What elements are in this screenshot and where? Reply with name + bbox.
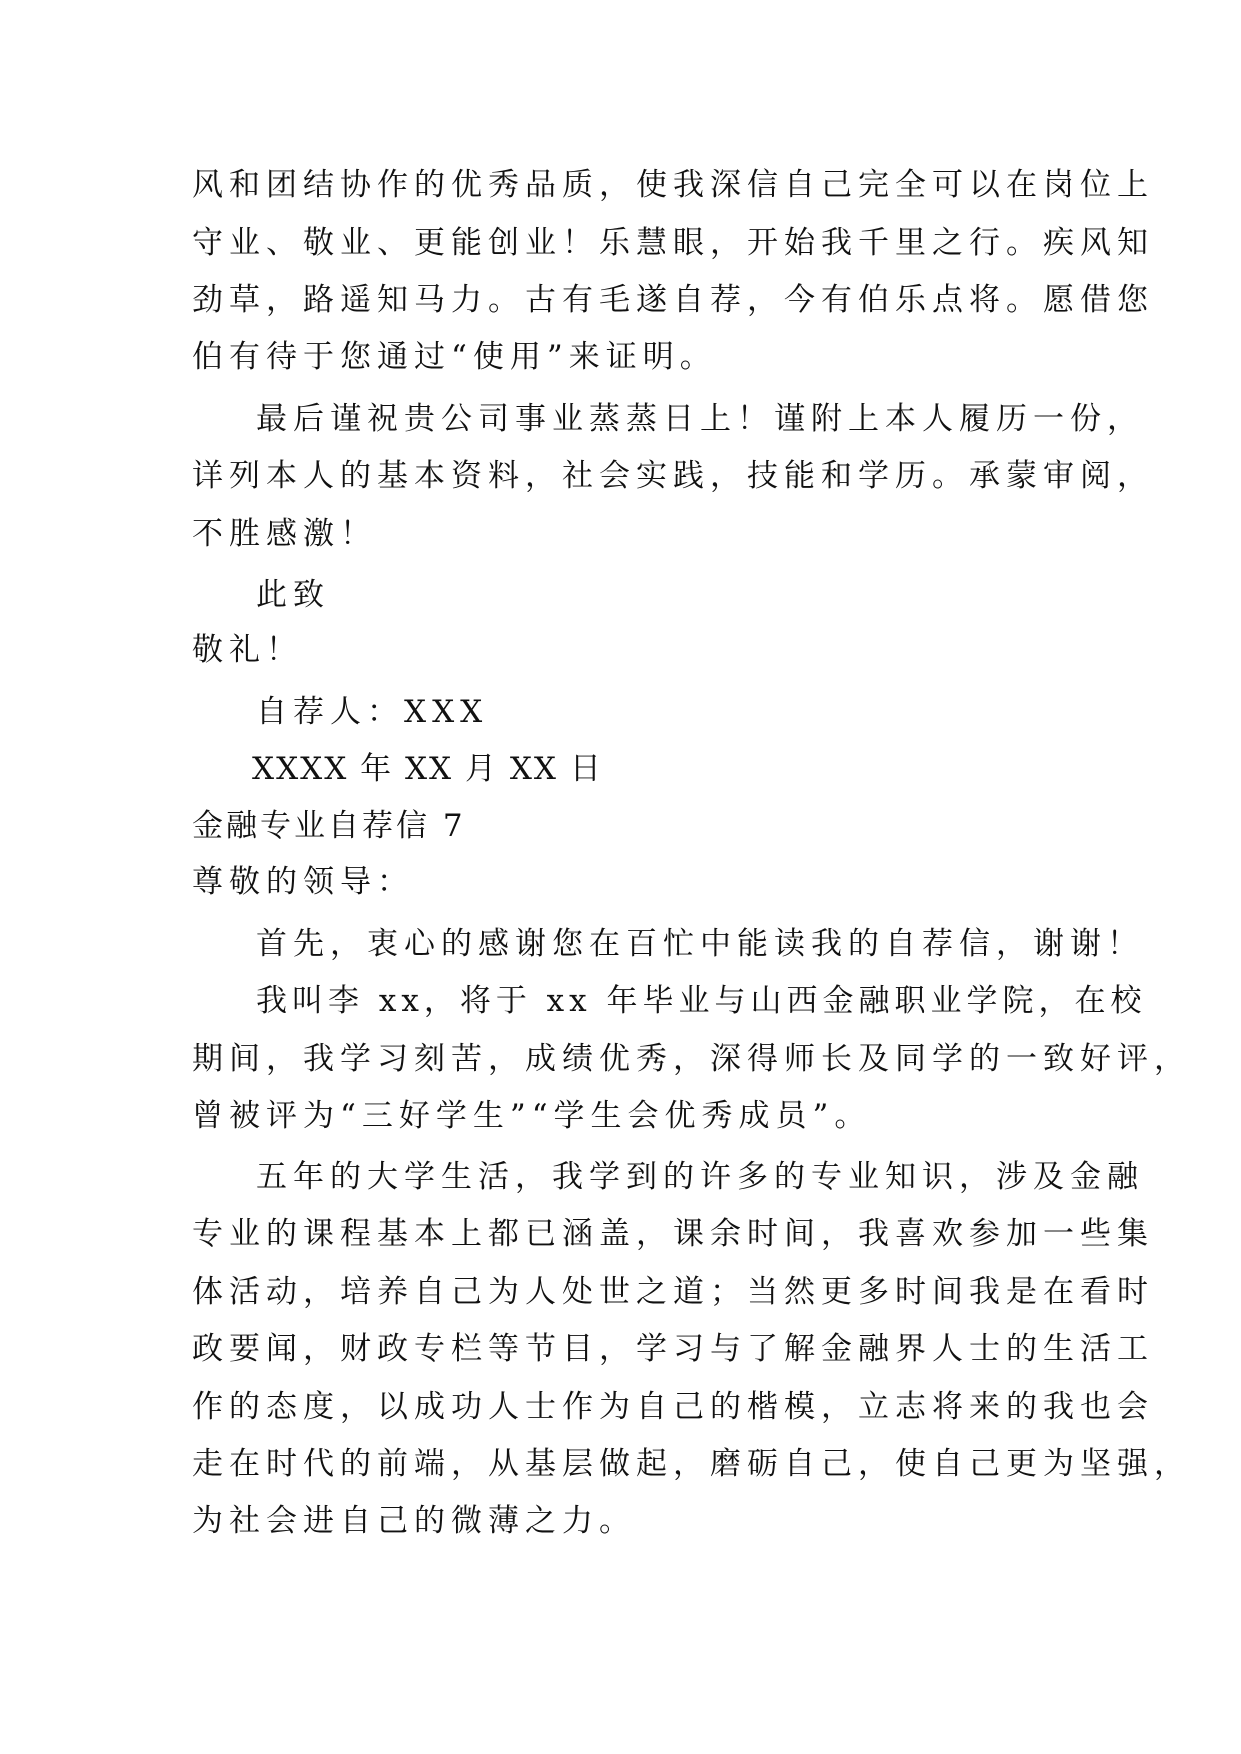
greeting: 尊敬的领导： (192, 864, 414, 900)
signature: 自荐人：XXX (256, 694, 489, 730)
body-line: 期间，我学习刻苦，成绩优秀，深得师长及同学的一致好评， (192, 1041, 1191, 1077)
body-line: 详列本人的基本资料，社会实践，技能和学历。承蒙审阅， (192, 458, 1154, 494)
body-line: 我叫李 xx，将于 xx 年毕业与山西金融职业学院，在校 (256, 983, 1147, 1019)
section-title: 金融专业自荐信 7 (192, 808, 466, 844)
body-line: 走在时代的前端，从基层做起，磨砺自己，使自己更为坚强， (192, 1446, 1191, 1482)
body-line: 专业的课程基本上都已涵盖，课余时间，我喜欢参加一些集 (192, 1216, 1154, 1252)
body-line: 风和团结协作的优秀品质，使我深信自己完全可以在岗位上 (192, 167, 1154, 203)
body-line: 不胜感激！ (192, 516, 377, 552)
body-line: 作的态度，以成功人士作为自己的楷模，立志将来的我也会 (192, 1389, 1154, 1425)
closing-salute: 敬礼！ (192, 632, 303, 668)
body-line: 劲草，路遥知马力。古有毛遂自荐，今有伯乐点将。愿借您 (192, 282, 1154, 318)
body-line: 曾被评为“三好学生”“学生会优秀成员”。 (192, 1098, 872, 1134)
body-line: 最后谨祝贵公司事业蒸蒸日上！谨附上本人履历一份， (256, 401, 1144, 437)
body-line: 伯有待于您通过“使用”来证明。 (192, 339, 717, 375)
signature-date: XXXX 年 XX 月 XX 日 (252, 751, 603, 787)
closing-phrase: 此致 (256, 577, 330, 613)
body-line: 为社会进自己的微薄之力。 (192, 1503, 636, 1539)
body-line: 政要闻，财政专栏等节目，学习与了解金融界人士的生活工 (192, 1331, 1154, 1367)
body-line: 体活动，培养自己为人处世之道；当然更多时间我是在看时 (192, 1274, 1154, 1310)
body-line: 五年的大学生活，我学到的许多的专业知识，涉及金融 (256, 1159, 1144, 1195)
body-line: 首先，衷心的感谢您在百忙中能读我的自荐信，谢谢！ (256, 926, 1144, 962)
body-line: 守业、敬业、更能创业！乐慧眼，开始我千里之行。疾风知 (192, 225, 1154, 261)
